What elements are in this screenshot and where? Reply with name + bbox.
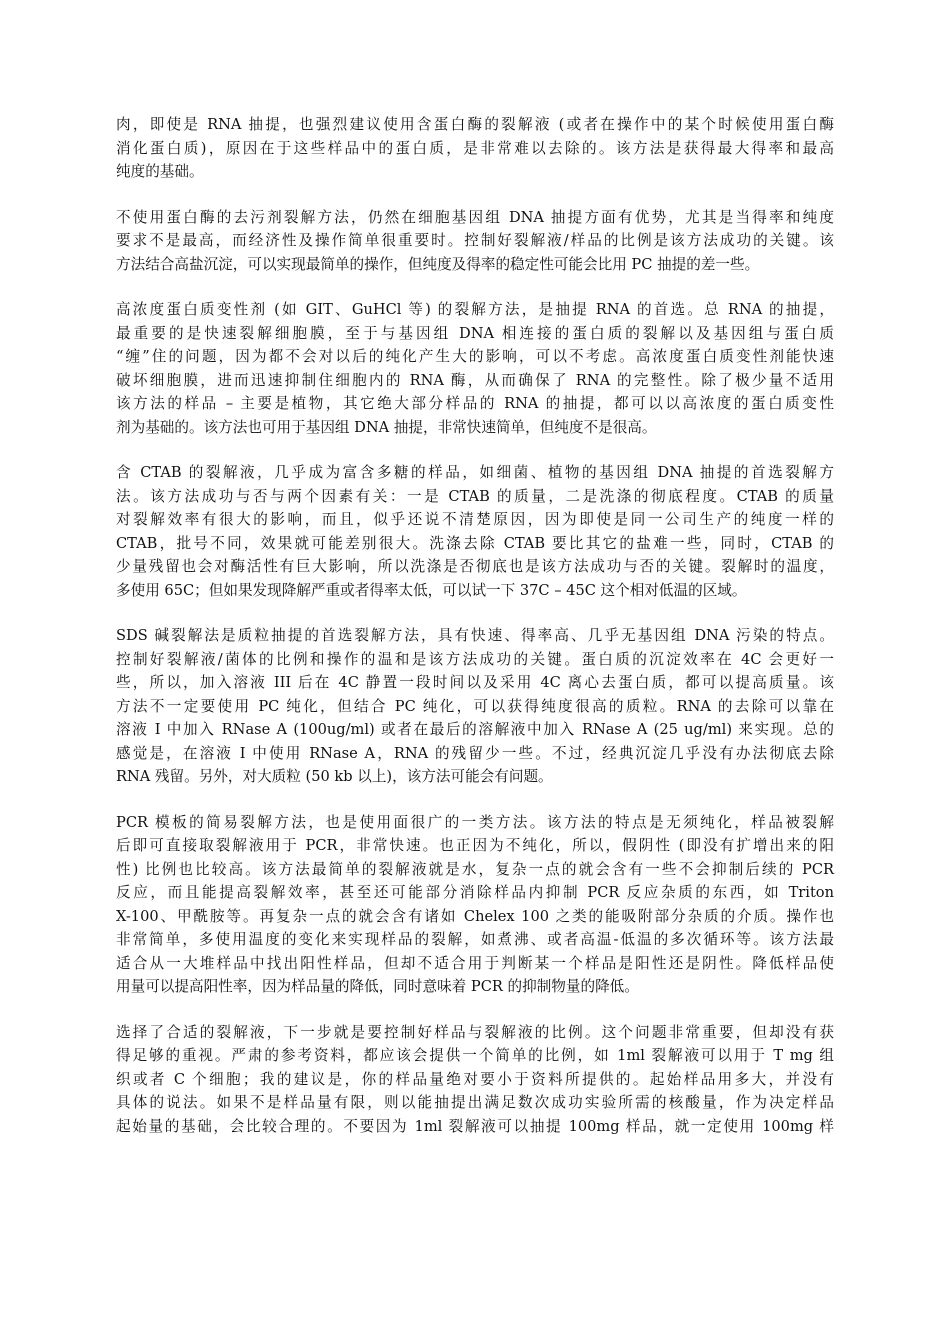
text-line: X-100、甲酰胺等。再复杂一点的就会含有诸如 Chelex 100 之类的能吸附部分杂质的介质。操作也 bbox=[116, 907, 834, 925]
text-line: 方法不一定要使用 PC 纯化，但结合 PC 纯化，可以获得纯度很高的质粒。RNA 的去除可以靠在 bbox=[116, 697, 834, 715]
text-line: 性) 比例也比较高。该方法最简单的裂解液就是水，复杂一点的就会含有一些不会抑制后续的 PCR bbox=[116, 860, 834, 878]
text-line: 织或者 C 个细胞；我的建议是，你的样品量绝对要小于资料所提供的。起始样品用多大，并没有 bbox=[116, 1070, 834, 1088]
text-line: 非常简单，多使用温度的变化来实现样品的裂解，如煮沸、或者高温-低温的多次循环等。该方法最 bbox=[116, 931, 834, 948]
text-line: 法。该方法成功与否与两个因素有关：一是 CTAB 的质量，二是洗涤的彻底程度。CTAB 的质量 bbox=[116, 487, 834, 505]
text-line: RNA 残留。另外，对大质粒 (50 kb 以上)，该方法可能会有问题。 bbox=[116, 768, 553, 785]
text-line: 具体的说法。如果不是样品量有限，则以能抽提出满足数次成功实验所需的核酸量，作为决定样品 bbox=[116, 1094, 834, 1111]
text-line: 对裂解效率有很大的影响，而且，似乎还说不清楚原因，因为即使是同一公司生产的纯度一样的 bbox=[116, 511, 834, 528]
paragraph-sds-alkaline-lysis bbox=[116, 624, 834, 789]
text-line: 用量可以提高阳性率，因为样品量的降低，同时意味着 PCR 的抑制物量的降低。 bbox=[116, 978, 639, 995]
text-line: 不使用蛋白酶的去污剂裂解方法，仍然在细胞基因组 DNA 抽提方面有优势，尤其是当得率和纯度 bbox=[116, 208, 834, 226]
paragraph-sample-ratio bbox=[116, 1021, 834, 1139]
text-line: 适合从一大堆样品中找出阳性样品，但却不适合用于判断某一个样品是阳性还是阴性。降低样品使 bbox=[116, 954, 834, 972]
text-line: 多使用 65C；但如果发现降解严重或者得率太低，可以试一下 37C – 45C 这个相对低温的区域。 bbox=[116, 581, 747, 599]
paragraph-ctab-lysis bbox=[116, 461, 834, 602]
text-line: 反应，而且能提高裂解效率，甚至还可能部分消除样品内抑制 PCR 反应杂质的东西，如 Triton bbox=[116, 884, 834, 901]
text-line: “缠”住的问题，因为都不会对以后的纯化产生大的影响，可以不考虑。高浓度蛋白质变性剂能快速 bbox=[116, 348, 834, 365]
text-line: 破坏细胞膜，进而迅速抑制住细胞内的 RNA 酶，从而确保了 RNA 的完整性。除了极少量不适用 bbox=[116, 371, 834, 389]
text-line: 溶液 I 中加入 RNase A (100ug/ml) 或者在最后的溶解液中加入 RNase A (25 ug/ml) 来实现。总的 bbox=[116, 721, 834, 738]
text-line: 后即可直接取裂解液用于 PCR，非常快速。也正因为不纯化，所以，假阴性 (即没有扩增出来的阳 bbox=[116, 837, 834, 854]
paragraph-pcr-template-lysis bbox=[116, 811, 834, 999]
text-line: 少量残留也会对酶活性有巨大影响，所以洗涤是否彻底也是该方法成功与否的关键。裂解时的温度， bbox=[116, 558, 834, 575]
document-body bbox=[116, 113, 834, 1160]
text-line: 些，所以，加入溶液 III 后在 4C 静置一段时间以及采用 4C 离心去蛋白质，都可以提高质量。该 bbox=[116, 674, 834, 691]
paragraph-detergent-lysis bbox=[116, 206, 834, 277]
text-line: SDS 碱裂解法是质粒抽提的首选裂解方法，具有快速、得率高、几乎无基因组 DNA 污染的特点。 bbox=[116, 627, 834, 644]
text-line: 选择了合适的裂解液，下一步就是要控制好样品与裂解液的比例。这个问题非常重要，但却没有获 bbox=[116, 1023, 834, 1041]
text-line: 含 CTAB 的裂解液，几乎成为富含多糖的样品，如细菌、植物的基因组 DNA 抽提的首选裂解方 bbox=[116, 464, 834, 481]
text-line: 消化蛋白质)，原因在于这些样品中的蛋白质，是非常难以去除的。该方法是获得最大得率和最高 bbox=[116, 139, 834, 157]
text-line: 方法结合高盐沉淀，可以实现最简单的操作，但纯度及得率的稳定性可能会比用 PC 抽提的差一些。 bbox=[116, 255, 760, 273]
text-line: CTAB，批号不同，效果就可能差别很大。洗涤去除 CTAB 要比其它的盐难一些，同时，CTAB 的 bbox=[116, 534, 834, 552]
text-line: 控制好裂解液/菌体的比例和操作的温和是该方法成功的关键。蛋白质的沉淀效率在 4C 会更好一 bbox=[116, 650, 834, 668]
text-line: 该方法的样品 – 主要是植物，其它绝大部分样品的 RNA 的抽提，都可以以高浓度的蛋白质变性 bbox=[116, 395, 834, 412]
paragraph-denaturant-lysis bbox=[116, 298, 834, 439]
paragraph-protease-lysis bbox=[116, 113, 834, 184]
text-line: 起始量的基础，会比较合理的。不要因为 1ml 裂解液可以抽提 100mg 样品，就一定使用 100mg 样 bbox=[116, 1117, 834, 1135]
text-line: 得足够的重视。严肃的参考资料，都应该会提供一个简单的比例，如 1ml 裂解液可以用于 T mg 组 bbox=[116, 1047, 834, 1064]
text-line: PCR 模板的简易裂解方法，也是使用面很广的一类方法。该方法的特点是无须纯化，样品被裂解 bbox=[116, 813, 834, 831]
text-line: 要求不是最高，而经济性及操作简单很重要时。控制好裂解液/样品的比例是该方法成功的关键。该 bbox=[116, 232, 834, 249]
text-line: 高浓度蛋白质变性剂 (如 GIT、GuHCl 等) 的裂解方法，是抽提 RNA 的首选。总 RNA 的抽提， bbox=[116, 301, 834, 318]
text-line: 肉，即使是 RNA 抽提，也强烈建议使用含蛋白酶的裂解液 (或者在操作中的某个时候使用蛋白酶 bbox=[116, 116, 834, 133]
text-line: 最重要的是快速裂解细胞膜，至于与基因组 DNA 相连接的蛋白质的裂解以及基因组与蛋白质 bbox=[116, 324, 834, 342]
text-line: 纯度的基础。 bbox=[116, 163, 204, 180]
text-line: 剂为基础的。该方法也可用于基因组 DNA 抽提，非常快速简单，但纯度不是很高。 bbox=[116, 418, 657, 436]
text-line: 感觉是，在溶液 I 中使用 RNase A，RNA 的残留少一些。不过，经典沉淀几乎没有办法彻底去除 bbox=[116, 744, 834, 762]
